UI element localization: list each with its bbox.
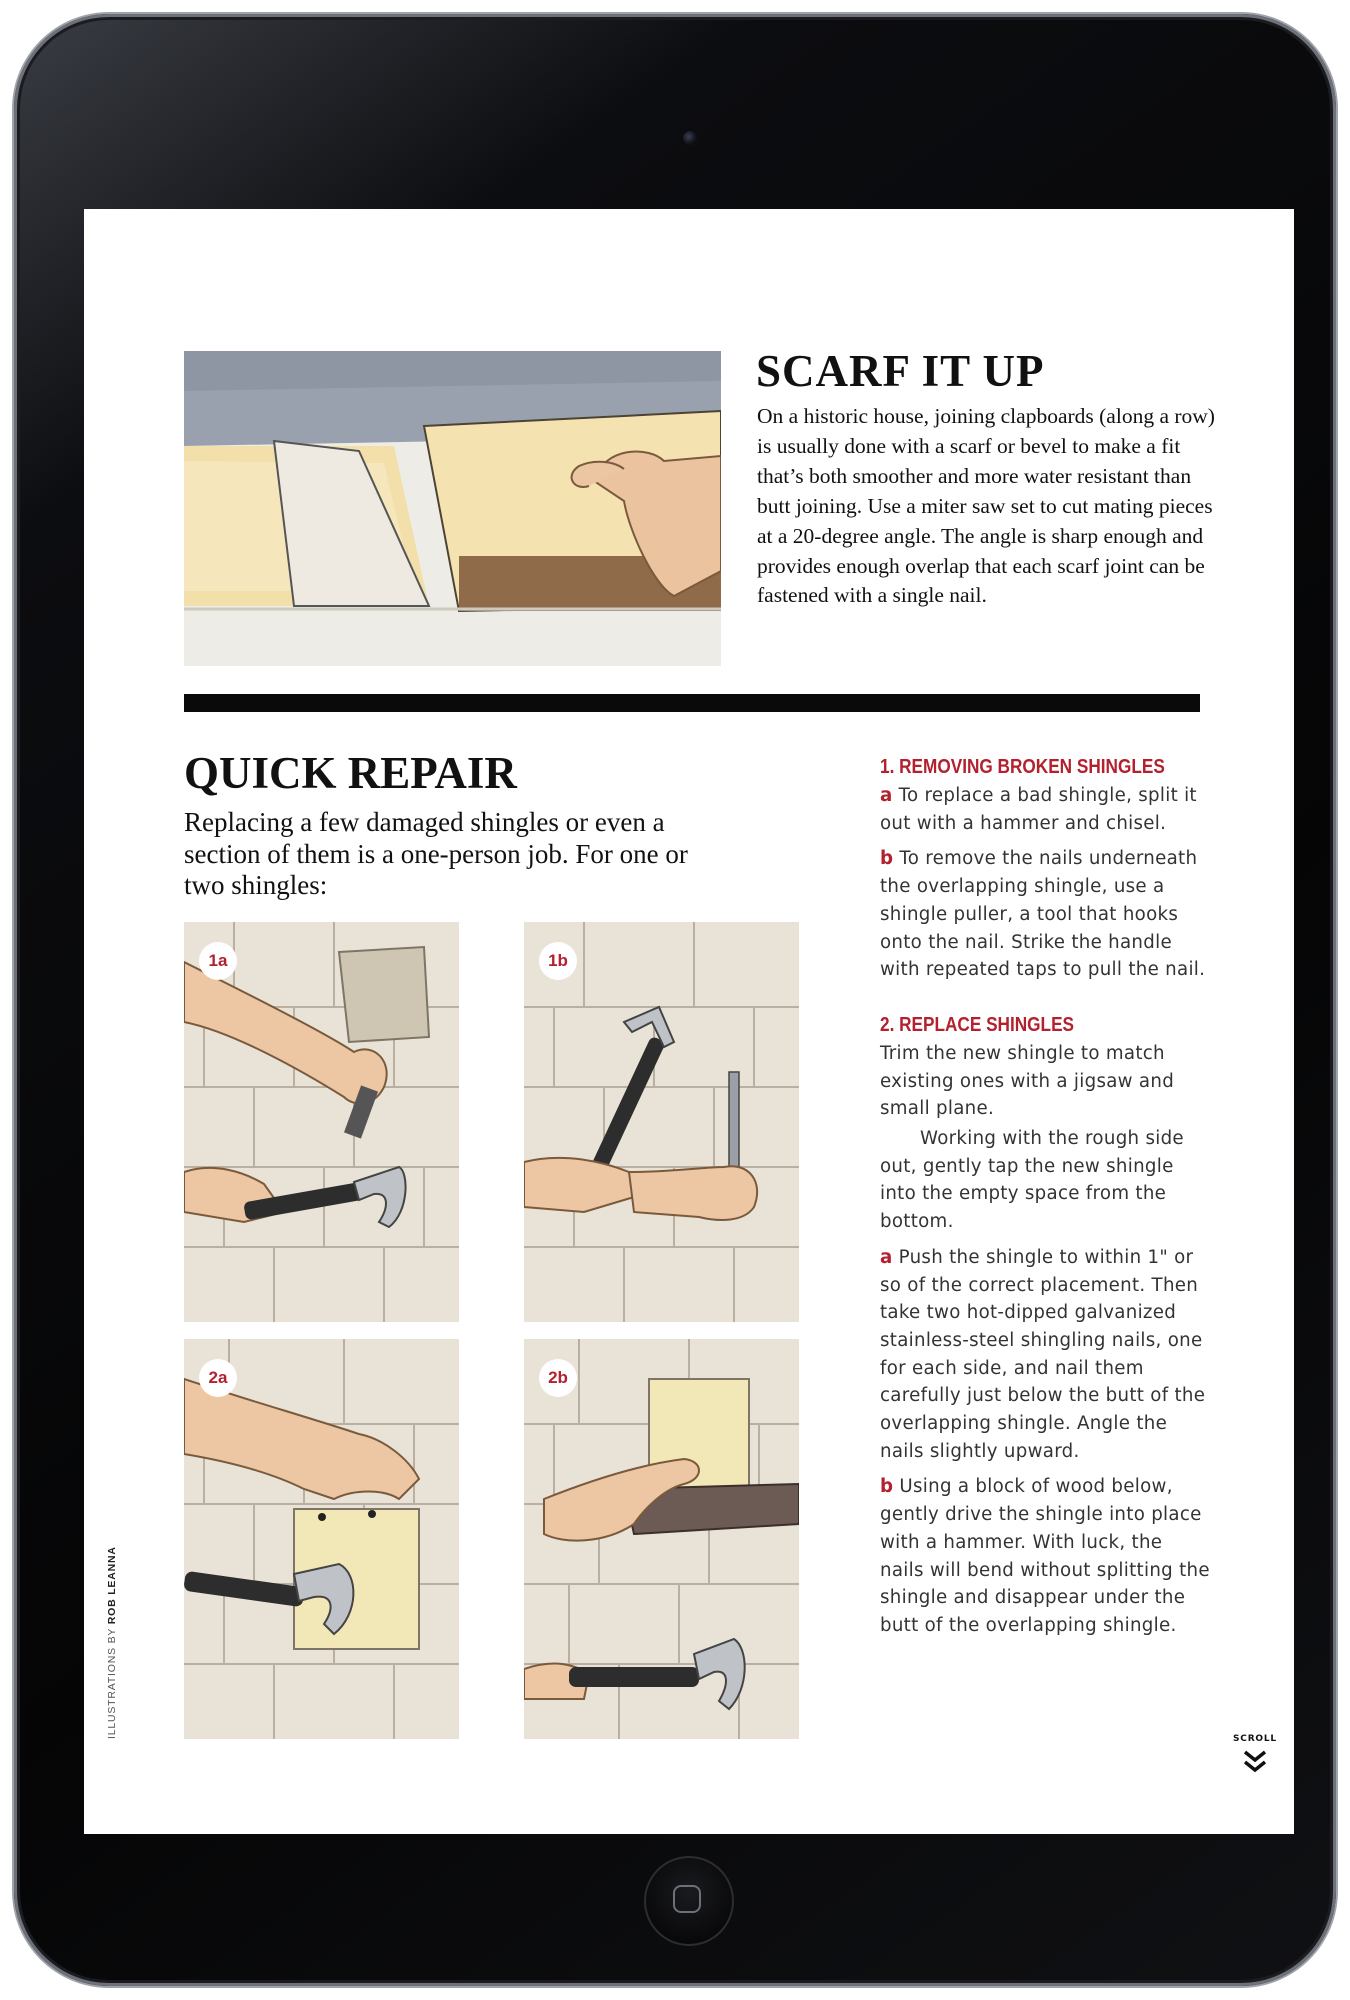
tablet-device — [14, 14, 1336, 1986]
step-heading-replace: 2. REPLACE SHINGLES — [880, 1013, 1075, 1036]
illustration-panel-2a — [184, 1339, 459, 1739]
illustration-panel-2b — [524, 1339, 799, 1739]
panel-badge-2a: 2a — [199, 1359, 237, 1397]
step-letter: b — [880, 848, 894, 870]
scarf-joint-illustration — [184, 351, 721, 666]
step-removing-b — [880, 845, 1210, 984]
front-camera — [683, 131, 697, 145]
quick-repair-title: QUICK REPAIR — [184, 748, 517, 798]
step-text: To remove the nails underneath the overlapping shingle, use a shingle puller, a tool that hooks onto the nail. Strike the handle with repeated taps to pull the nail. — [880, 848, 1206, 981]
illustration-credit — [106, 1546, 118, 1739]
scarf-body: On a historic house, joining clapboards (along a row) is usually done with a scarf or bevel to make a fit that’s both smoother and more water resistant than butt joining. Use a miter saw set to cut mating pieces at a 20-degree angle. The angle is sharp enough and provides enough overlap that each scarf joint can be fastened with a single nail. — [757, 404, 1215, 608]
home-button[interactable] — [644, 1856, 734, 1946]
double-chevron-down-icon — [1242, 1748, 1268, 1774]
home-square-icon — [673, 1885, 701, 1913]
panel-badge-1b: 1b — [539, 942, 577, 980]
quick-repair-intro: Replacing a few damaged shingles or even a section of them is a one-person job. For one or two shingles: — [184, 807, 688, 900]
scarf-title: SCARF IT UP — [756, 346, 1045, 396]
scroll-hint[interactable] — [1230, 1734, 1280, 1774]
illustration-panel-1a — [184, 922, 459, 1322]
repair-steps — [880, 754, 1210, 1648]
step-replace-b — [880, 1473, 1210, 1639]
credit-prefix: ILLUSTRATIONS BY — [106, 1624, 118, 1739]
screen — [84, 209, 1294, 1834]
step-replace-intro-2: Working with the rough side out, gently tap the new shingle into the empty space from the bottom. — [880, 1128, 1184, 1233]
step-heading-removing: 1. REMOVING BROKEN SHINGLES — [880, 756, 1165, 778]
panel-badge-1a: 1a — [199, 942, 237, 980]
scroll-label: SCROLL — [1233, 1734, 1277, 1744]
step-text: Using a block of wood below, gently drive the shingle into place with a hammer. With luck, the nails will bend without splitting the shingle and disappear under the butt of the overlapping shingle. — [880, 1476, 1210, 1636]
step-replace-a — [880, 1244, 1210, 1466]
step-letter: a — [880, 785, 893, 806]
step-text: Push the shingle to within 1" or so of the correct placement. Then take two hot-dipped galvanized stainless-steel shingling nails, one for each side, and nail them carefully just below the butt of the overlapping shingle. Angle the nails slightly upward. — [880, 1246, 1206, 1462]
illustration-panel-1b — [524, 922, 799, 1322]
step-text: To replace a bad shingle, split it out with a hammer and chisel. — [880, 785, 1197, 834]
step-letter: b — [880, 1476, 894, 1498]
step-letter: a — [880, 1246, 893, 1268]
section-divider — [184, 694, 1200, 712]
credit-name: ROB LEANNA — [106, 1546, 118, 1625]
step-replace-intro: Trim the new shingle to match existing ones with a jigsaw and small plane. — [880, 1042, 1175, 1120]
panel-badge-2b: 2b — [539, 1359, 577, 1397]
step-removing-a — [880, 782, 1210, 837]
